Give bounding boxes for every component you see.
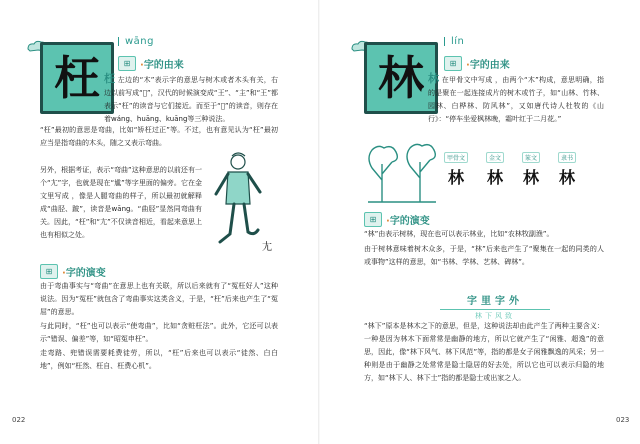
pinyin-bar: [444, 34, 464, 48]
pinyin-label: lín: [451, 35, 465, 47]
origin-lead-character: 林: [428, 72, 440, 85]
origin-paragraph-2: “枉”最初的意思是弯曲，比如“矫枉过正”等。不过，也有意见认为“枉”最初应当是指弯曲的木头，随之又表示弯曲。: [40, 126, 278, 147]
character-box: [364, 42, 438, 114]
script-seal: 篆文 林: [522, 152, 540, 188]
pinyin-divider: [444, 37, 445, 46]
extra-title: 字里字外: [467, 296, 523, 307]
script-evolution-row: [444, 152, 576, 188]
section-evolution-title: 字的演变: [65, 268, 106, 279]
section-badge-icon: ⊞: [444, 56, 462, 71]
script-clerical: 隶书 林: [558, 152, 576, 188]
section-origin-heading: ⊞ ·字的由来: [118, 56, 184, 71]
evolution-paragraph-3: 走弯路、兜错误需要耗费徒劳，所以，“枉”后来也可以表示“徒然、白白地”，例如“枉然、枉自、枉费心机”。: [40, 349, 278, 370]
extra-subtitle: 林下风致: [440, 309, 550, 321]
evolution-paragraph-1: “林”由表示树林，现在也可以表示林业，比如“农林牧副渔”。: [364, 230, 554, 238]
script-bronze: 金文 林: [486, 152, 504, 188]
trees-illustration: [364, 140, 440, 206]
extra-paragraph: “林下”原本是林木之下的意思，但是，这种说法却由此产生了两种主要含义：一种是因为林木下面常常是幽静的地方，所以它就产生了“闲雅、超逸”的意思，因此，像“林下风气、林下风范”等，指的都是女子闲雅飘逸的风采；另一种则是由于幽静之处常常是隐士隐居的好去处，所以它也可以表示归隐的地方，如“林下人、林下士”指的都是隐士或出家之人。: [364, 322, 604, 382]
extra-section-title: [440, 292, 550, 321]
script-oracle: 甲骨文 林: [444, 152, 468, 188]
page-number: 023: [616, 416, 630, 424]
origin-paragraph-3: 另外，根据考证，表示“弯曲”这种意思的以前还有一个“尢”字，也就是现在“尴”等字里面的偏旁。它在金文里写成 ，像是人腿弯曲的样子，所以最初就解释成“曲胫、跛”，读音是wāng。“曲胫”显然同弯曲有关。因此，“枉”和“尢”不仅读音相近，看起来意思上也有相似之处。: [40, 166, 203, 239]
section-evolution-title: 字的演变: [389, 216, 430, 227]
limping-man-illustration: [208, 150, 272, 254]
page-number: 022: [12, 416, 26, 424]
section-evolution-heading: ⊞ ·字的演变: [40, 264, 106, 279]
evolution-paragraph-2: 与此同时，“枉”也可以表示“使弯曲”，比如“贪赃枉法”。此外，它还可以表示“错误、偏差”等，如“昭冤申枉”。: [40, 322, 278, 343]
section-origin-heading: ⊞ ·字的由来: [444, 56, 510, 71]
character-box: [40, 42, 114, 114]
origin-paragraph-1: 枉 左边的“木”表示字的意思与树木或者木头有关，右边以前写成“𡉉”，汉代的时候演变成“王”、“主”和“王”都表示“枉”的读音与它们接近。而至于“𡉉”的读音，则存在着wáng、huāng、kuāng等三种说法。: [104, 72, 278, 123]
pinyin-divider: [118, 37, 119, 46]
section-origin-title: 字的由来: [469, 60, 510, 71]
section-badge-icon: ⊞: [364, 212, 382, 227]
headword-character: 林: [378, 51, 424, 105]
headword-character: 枉: [54, 51, 100, 105]
section-origin-title: 字的由来: [143, 60, 184, 71]
svg-text:尢: 尢: [262, 242, 272, 253]
pinyin-label: wāng: [125, 35, 154, 47]
pinyin-bar: [118, 34, 154, 48]
evolution-paragraph-1: 由于弯曲事实与“弯曲”在意思上也有关联，所以后来就有了“冤枉好人”这种说法。因为“冤枉”就包含了弯曲事实这类含义，于是，“枉”后来也产生了“冤屈”的意思。: [40, 282, 278, 316]
evolution-paragraph-2: 由于树林意味着树木众多，于是，“林”后来也产生了“聚集在一起的同类的人或事物”这样的意思，如“书林、学林、艺林、碑林”。: [364, 245, 604, 266]
section-badge-icon: ⊞: [40, 264, 58, 279]
section-evolution-heading: ⊞ ·字的演变: [364, 212, 430, 227]
origin-lead-character: 枉: [104, 72, 116, 85]
origin-paragraph-1: 林 在甲骨文中写成 ，由两个“木”构成，意思明确，指的是聚在一起连接成片的树木或竹子，如“山林、竹林、园林、白桦林、防风林”，又如唐代诗人杜牧的《山行》：“停车坐爱枫林晚，霜叶红于二月花。”: [428, 72, 605, 123]
right-page: [320, 0, 640, 444]
section-badge-icon: ⊞: [118, 56, 136, 71]
